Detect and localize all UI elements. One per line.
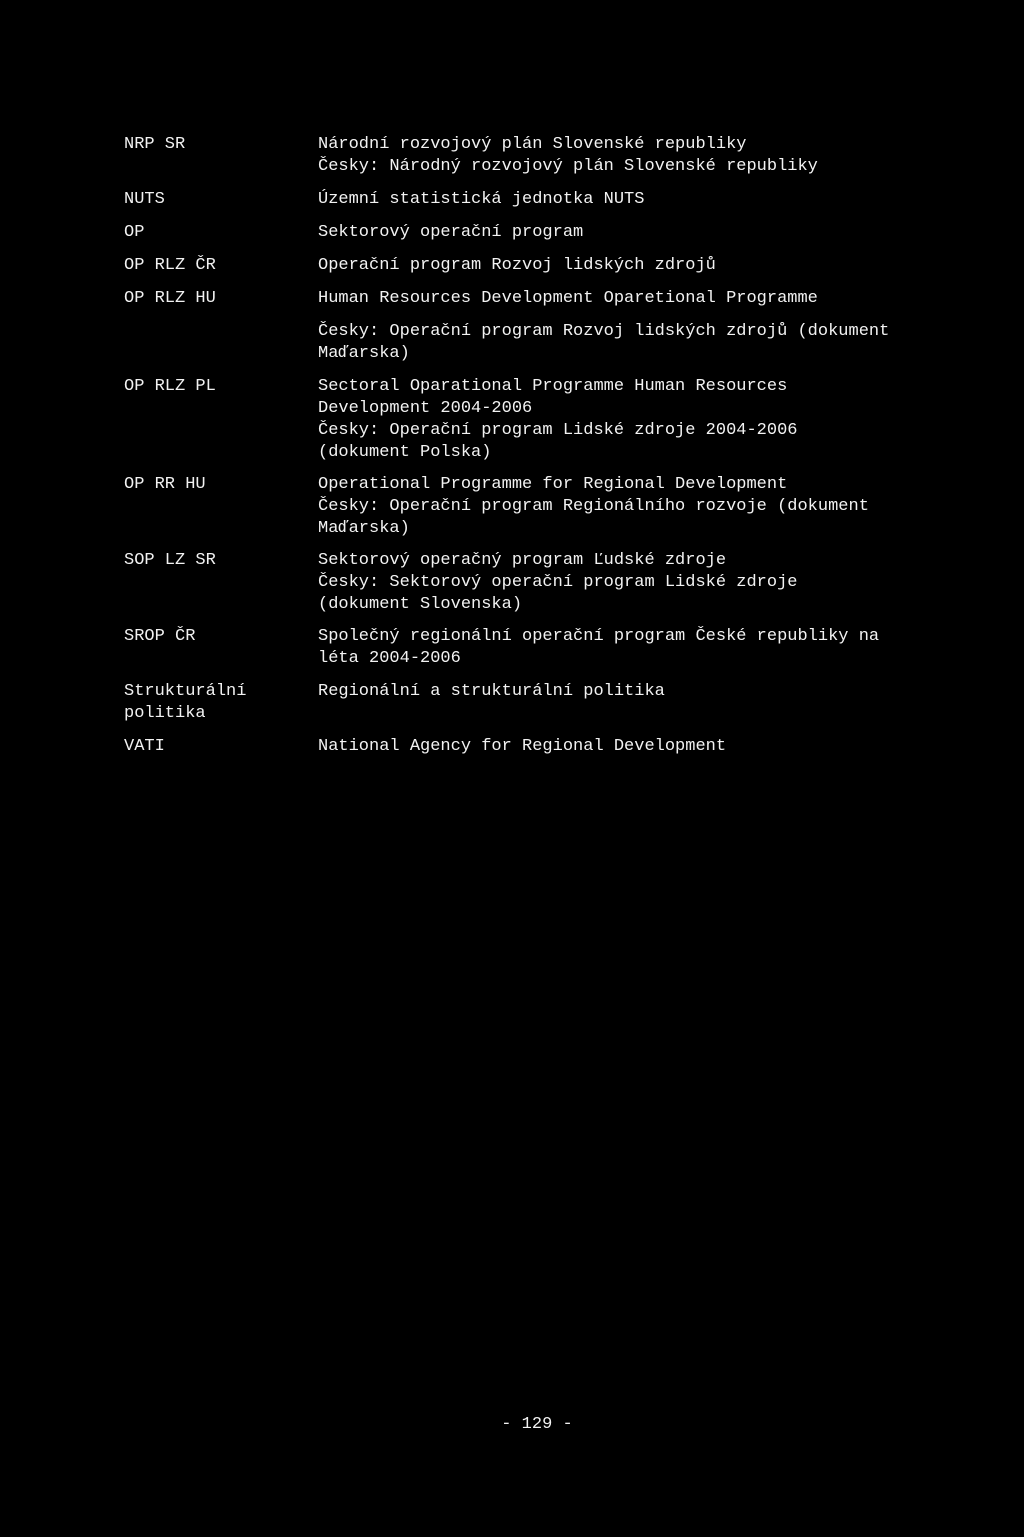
- definition-line: Národní rozvojový plán Slovenské republiky: [318, 135, 747, 154]
- abbreviation-term: [124, 550, 318, 616]
- term-line: SROP ČR: [124, 627, 196, 646]
- term-line: VATI: [124, 737, 165, 756]
- term-line: NRP SR: [124, 135, 186, 154]
- abbreviation-definition: [318, 550, 984, 616]
- abbreviation-definition: [318, 222, 984, 244]
- abbreviation-entry: [124, 681, 984, 725]
- definition-line: léta 2004-2006: [318, 649, 461, 668]
- abbreviation-entry: [124, 189, 984, 211]
- abbreviation-entry: [124, 288, 984, 310]
- definition-line: Česky: Operační program Regionálního rozvoje (dokument: [318, 497, 869, 516]
- definition-line: Regionální a strukturální politika: [318, 682, 665, 701]
- abbreviation-definition: [318, 626, 984, 670]
- definition-line: National Agency for Regional Development: [318, 737, 727, 756]
- abbreviations-list: [124, 134, 984, 758]
- abbreviation-term: [124, 736, 318, 758]
- abbreviation-definition: [318, 474, 984, 540]
- abbreviation-term: [124, 376, 318, 464]
- abbreviation-entry: [124, 736, 984, 758]
- abbreviation-entry: [124, 255, 984, 277]
- term-line: SOP LZ SR: [124, 551, 216, 570]
- term-line: OP RLZ PL: [124, 377, 216, 396]
- definition-line: Česky: Operační program Lidské zdroje 2004-2006: [318, 421, 798, 440]
- abbreviation-term: [124, 681, 318, 725]
- term-line: OP: [124, 223, 145, 242]
- definition-line: (dokument Slovenska): [318, 595, 523, 614]
- term-line: OP RR HU: [124, 475, 206, 494]
- abbreviation-term: [124, 288, 318, 310]
- abbreviation-entry: [124, 321, 984, 365]
- definition-line: Maďarska): [318, 519, 410, 538]
- term-line: OP RLZ HU: [124, 289, 216, 308]
- definition-line: Human Resources Development Oparetional Programme: [318, 289, 818, 308]
- definition-line: Společný regionální operační program České republiky na: [318, 627, 880, 646]
- definition-line: Development 2004-2006: [318, 399, 533, 418]
- abbreviation-definition: [318, 321, 984, 365]
- term-line: NUTS: [124, 190, 165, 209]
- term-line: politika: [124, 704, 206, 723]
- definition-line: Sectoral Oparational Programme Human Resources: [318, 377, 788, 396]
- abbreviation-term: [124, 222, 318, 244]
- definition-line: Česky: Operační program Rozvoj lidských zdrojů (dokument: [318, 322, 890, 341]
- abbreviation-entry: [124, 474, 984, 540]
- term-line: OP RLZ ČR: [124, 256, 216, 275]
- abbreviation-term: [124, 626, 318, 670]
- definition-line: Sektorový operačný program Ľudské zdroje: [318, 551, 727, 570]
- definition-line: Územní statistická jednotka NUTS: [318, 190, 645, 209]
- term-line: Strukturální: [124, 682, 247, 701]
- abbreviation-definition: [318, 134, 984, 178]
- abbreviation-definition: [318, 255, 984, 277]
- abbreviation-entry: [124, 376, 984, 464]
- abbreviation-definition: [318, 288, 984, 310]
- abbreviation-term: [124, 321, 318, 365]
- abbreviation-definition: [318, 681, 984, 725]
- abbreviation-entry: [124, 134, 984, 178]
- abbreviation-definition: [318, 376, 984, 464]
- abbreviation-definition: [318, 736, 984, 758]
- definition-line: Česky: Národný rozvojový plán Slovenské republiky: [318, 157, 818, 176]
- abbreviation-definition: [318, 189, 984, 211]
- definition-line: Maďarska): [318, 344, 410, 363]
- definition-line: Operační program Rozvoj lidských zdrojů: [318, 256, 716, 275]
- abbreviation-term: [124, 134, 318, 178]
- definition-line: Sektorový operační program: [318, 223, 584, 242]
- abbreviation-term: [124, 189, 318, 211]
- abbreviation-entry: [124, 550, 984, 616]
- page-number: - 129 -: [501, 1415, 573, 1434]
- abbreviation-term: [124, 474, 318, 540]
- definition-line: Česky: Sektorový operační program Lidské zdroje: [318, 573, 798, 592]
- abbreviation-term: [124, 255, 318, 277]
- abbreviation-entry: [124, 626, 984, 670]
- definition-line: Operational Programme for Regional Development: [318, 475, 788, 494]
- definition-line: (dokument Polska): [318, 443, 492, 462]
- abbreviation-entry: [124, 222, 984, 244]
